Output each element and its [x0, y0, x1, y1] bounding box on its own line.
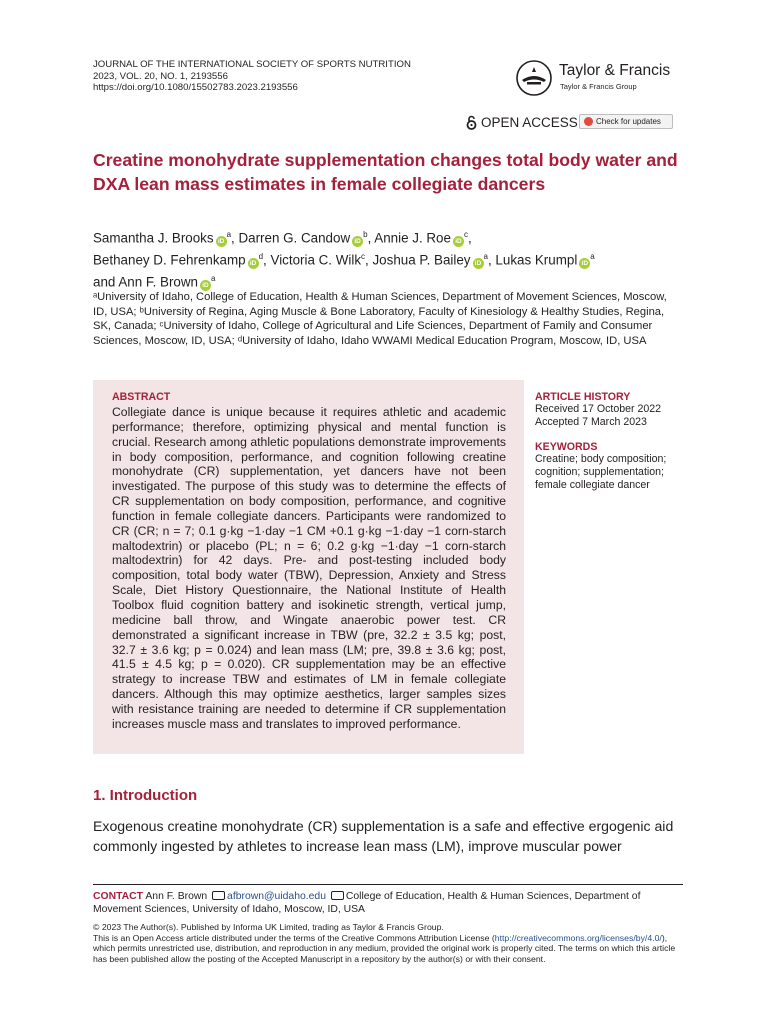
section-heading-introduction: 1. Introduction [93, 787, 198, 804]
keywords [535, 441, 685, 491]
journal-doi[interactable]: https://doi.org/10.1080/15502783.2023.2193556 [93, 82, 298, 93]
author-name: Samantha J. Brooks [93, 230, 214, 246]
check-for-updates-button[interactable] [579, 114, 673, 129]
article-history [535, 391, 685, 429]
author-affiliation-mark[interactable]: a [483, 251, 488, 261]
abstract-text: Collegiate dance is unique because it requires athletic and academic performance; therefore, optimizing physical and mental function is crucial. Research among athletic populations demonstrate improvements in body composition, performance, and cognition following creatine monohydrate (CR) supplementation, yet dancers have not been investigated. The purpose of this study was to determine the effects of CR supplementation on body composition, performance, and cognitive function in female collegiate dancers. Participants were randomized to CR (CR; n = 7; 0.1 g·kg −1·day −1 CM +0.1 g·kg −1·day −1 corn-starch maltodextrin) or placebo (PL; n = 6; 0.2 g·kg −1·day −1 corn-starch maltodextrin) for 42 days. Pre- and post-testing included body composition, total body water (TBW), Depression, Anxiety and Stress Scale, Diet History Questionnaire, the National Institute of Health Toolbox fluid cognition battery and isokinetic strength, vertical jump, medicine ball throw, and Wingate anaerobic power test. CR demonstrated a significant increase in TBW (pre, 32.2 ± 3.5 kg; post, 32.7 ± 3.6 kg; p = 0.024) and lean mass (LM; pre, 39.8 ± 3.6 kg; post, 41.5 ± 4.5 kg; p = 0.020). CR supplementation may be an effective strategy to increase TBW and estimates of LM in female collegiate dancers. Although this may optimize aesthetics, larger samples sizes with resistance training are needed to determine if CR supplementation increases muscle mass and translates to improved performance. [112, 405, 506, 731]
author-name: Annie J. Roe [374, 230, 451, 246]
author-affiliation-mark[interactable]: a [210, 273, 216, 283]
article-history-heading: ARTICLE HISTORY [535, 391, 631, 403]
address-icon [331, 891, 344, 900]
keywords-text: Creatine; body composition; cognition; supplementation; female collegiate dancer [535, 453, 667, 491]
open-access-badge [466, 115, 578, 130]
orcid-icon[interactable]: iD [579, 258, 590, 269]
orcid-icon[interactable]: iD [248, 258, 259, 269]
author-affiliation-mark[interactable]: b [363, 230, 368, 239]
check-for-updates-label: Check for updates [596, 117, 661, 126]
introduction-text: Exogenous creatine monohydrate (CR) supplementation is a safe and effective ergogenic aid commonly ingested by athletes to increase lean mass (LM), improve muscular power [93, 818, 674, 854]
lamp-icon [514, 58, 554, 98]
publisher-name: Taylor & Francis [559, 62, 671, 79]
author-name: Bethaney D. Fehrenkamp [93, 252, 246, 268]
journal-name: JOURNAL OF THE INTERNATIONAL SOCIETY OF SPORTS NUTRITION [93, 59, 411, 70]
orcid-icon[interactable]: iD [200, 280, 211, 291]
contact-label: CONTACT [93, 891, 144, 902]
contact-info [93, 891, 685, 916]
author-list: Samantha J. Brooks $iD^a$, Darren G. Candow $iD^b$, Annie J. Roe $iD^c$, Bethaney D. Fehrenkamp $iD^d$, Victoria C. Wilk$^c$, Joshua P. Bailey $iD^a$, Lukas Krumpl $iD^a$ and Ann F. Brown $iD^a$ [93, 230, 595, 289]
license-notice [93, 922, 685, 964]
abstract-heading: ABSTRACT [112, 391, 171, 403]
author-name: Darren G. Candow [238, 230, 351, 246]
affiliations: ᵃUniversity of Idaho, College of Education, Health & Human Sciences, Department of Movement Sciences, Moscow, ID, USA; ᵇUniversity of Regina, Aging Muscle & Bone Laboratory, Faculty of Kinesiology & Healthy Studies, Regina, SK, Canada; ᶜUniversity of Idaho, College of Agricultural and Life Sciences, Department of Family and Consumer Sciences, Moscow, ID, USA; ᵈUniversity of Idaho, Idaho WWAMI Medical Education Program, Moscow, ID, USA [93, 291, 667, 347]
contact-name: Ann F. Brown [145, 891, 208, 902]
author-name: Joshua P. Bailey [372, 252, 471, 268]
author-affiliation-mark[interactable]: a [590, 251, 595, 261]
author-affiliation-mark[interactable]: c [361, 251, 366, 261]
journal-header [93, 59, 411, 94]
article-title: Creatine monohydrate supplementation changes total body water and DXA lean mass estimates in female collegiate dancers [93, 150, 678, 194]
copyright-line: © 2023 The Author(s). Published by Informa UK Limited, trading as Taylor & Francis Group. [93, 922, 444, 932]
orcid-icon[interactable]: iD [473, 258, 484, 269]
crossmark-icon [584, 117, 593, 126]
author-affiliation-mark[interactable]: c [463, 230, 468, 239]
keywords-heading: KEYWORDS [535, 441, 598, 453]
author-affiliation-mark[interactable]: d [258, 251, 264, 261]
contact-address: College of Education, Health & Human Sciences, Department of Movement Sciences, University of Idaho, Moscow, ID, USA [93, 891, 641, 915]
accepted-date: Accepted 7 March 2023 [535, 415, 647, 428]
orcid-icon[interactable]: iD [453, 236, 464, 247]
license-text-end: ), which permits unrestricted use, distribution, and reproduction in any medium, provided the original work is properly cited. The terms on which this article has been published allow the posting of the Accepted Manuscript in a repository by the author(s) or with their consent. [93, 932, 676, 964]
open-lock-icon [466, 115, 477, 130]
orcid-icon[interactable]: iD [352, 236, 363, 247]
received-date: Received 17 October 2022 [535, 403, 662, 415]
publisher-group: Taylor & Francis Group [560, 82, 637, 91]
author-name: Ann F. Brown [118, 274, 198, 289]
journal-volume: 2023, VOL. 20, NO. 1, 2193556 [93, 70, 228, 82]
license-link[interactable]: http://creativecommons.org/licenses/by/4.0/ [494, 932, 662, 943]
publisher-logo[interactable] [514, 58, 679, 98]
contact-email[interactable]: afbrown@uidaho.edu [227, 891, 326, 902]
orcid-icon[interactable]: iD [216, 236, 227, 247]
author-name: Lukas Krumpl [495, 252, 578, 268]
author-affiliation-mark[interactable]: a [226, 230, 232, 239]
license-text [93, 933, 685, 965]
footer-divider [93, 884, 683, 885]
author-name: Victoria C. Wilk [270, 252, 362, 268]
email-icon [212, 891, 225, 900]
license-text-start: This is an Open Access article distributed under the terms of the Creative Commons Attribution License ( [93, 932, 495, 943]
open-access-label: OPEN ACCESS [481, 115, 578, 130]
